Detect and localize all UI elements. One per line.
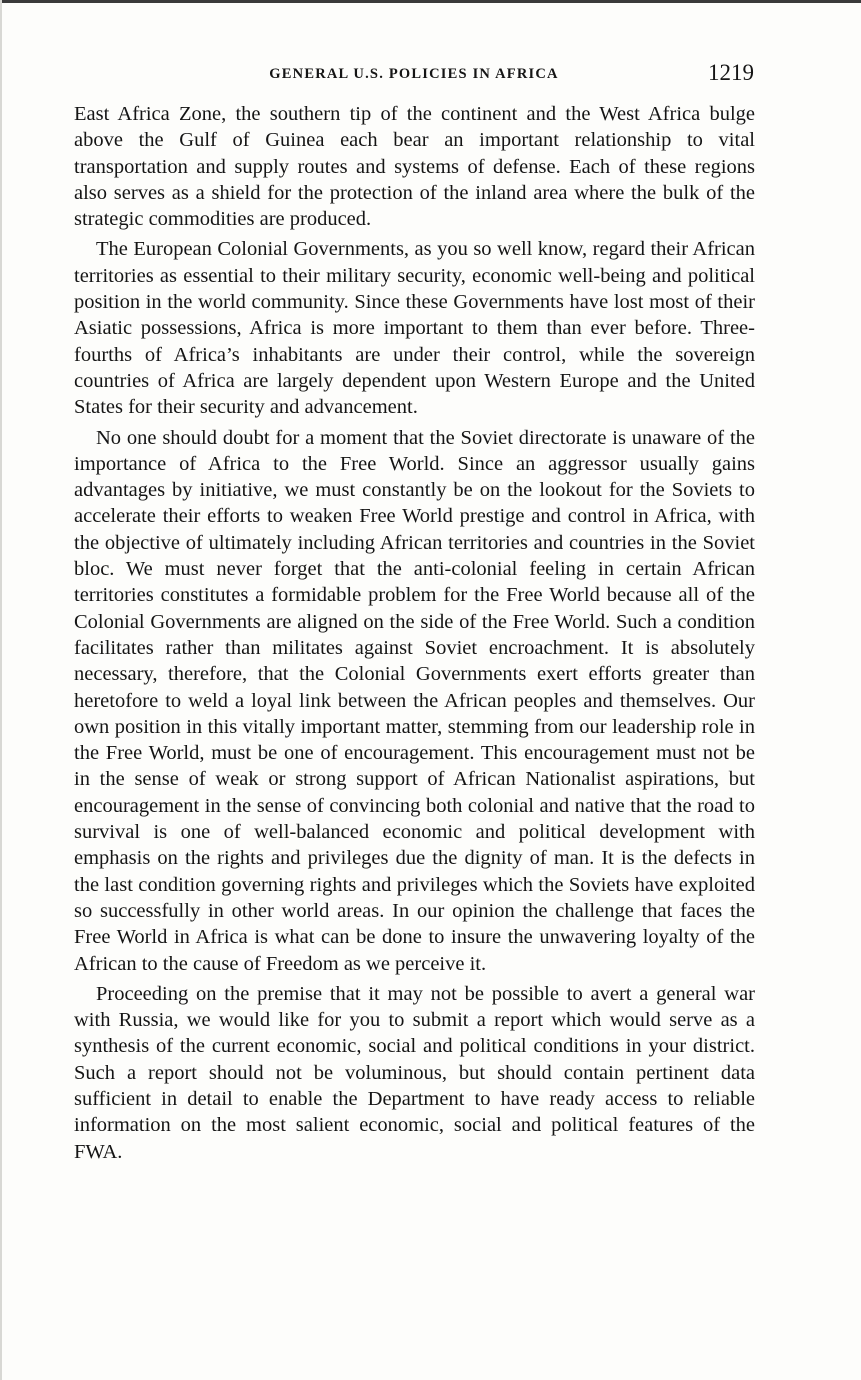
paragraph-4: Proceeding on the premise that it may not be possible to avert a general war with Russia, we would like for you to submit a report which would serve as a synthesis of the current economic, social and political conditions in your district. Such a report should not be voluminous, but should contain pertinent data sufficient in detail to enable the Department to have ready access to reliable information on the most salient economic, social and political features of the FWA.: [74, 982, 755, 1163]
left-page-edge: [0, 0, 2, 1380]
paragraph-3: No one should doubt for a moment that the Soviet directorate is unaware of the importance of Africa to the Free World. Since an aggressor usually gains advantages by initiative, we must constantly be on the lookout for the Soviets to accelerate their efforts to weaken Free World prestige and control in Africa, with the objective of ultimately including African territories and countries in the Soviet bloc. We must never forget that the anti-colonial feeling in certain African territories constitutes a formidable problem for the Free World because all of the Colonial Governments are aligned on the side of the Free World. Such a condition facilitates rather than militates against Soviet encroachment. It is absolutely necessary, therefore, that the Colonial Governments exert efforts greater than heretofore to weld a loyal link between the African peoples and themselves. Our own position in this vitally important matter, stemming from our leadership role in the Free World, must be one of encouragement. This encouragement must not be in the sense of weak or strong support of African Nationalist aspirations, but encouragement in the sense of convincing both colonial and native that the road to survival is one of well-balanced economic and political development with emphasis on the rights and privileges due the dignity of man. It is the defects in the last condition governing rights and privileges which the Soviets have exploited so successfully in other world areas. In our opinion the challenge that faces the Free World in Africa is what can be done to insure the unwavering loyalty of the African to the cause of Freedom as we perceive it.: [74, 426, 755, 975]
paragraph-1: East Africa Zone, the southern tip of the continent and the West Africa bulge above the Gulf of Guinea each bear an important relationship to vital transportation and supply routes and systems of defense. Each of these regions also serves as a shield for the protection of the inland area where the bulk of the strategic commodities are produced.: [74, 103, 755, 231]
page-number: 1219: [708, 60, 754, 85]
page-header: [74, 60, 754, 90]
top-edge-rule: [0, 0, 861, 3]
body-text: [74, 101, 755, 1169]
running-head: GENERAL U.S. POLICIES IN AFRICA: [269, 66, 559, 82]
paragraph-2: The European Colonial Governments, as you so well know, regard their African territories as essential to their military security, economic well-being and political position in the world community. Since these Governments have lost most of their Asiatic possessions, Africa is more important to them than ever before. Three-fourths of Africa’s inhabitants are under their control, while the sovereign countries of Africa are largely dependent upon Western Europe and the United States for their security and advancement.: [74, 238, 755, 419]
